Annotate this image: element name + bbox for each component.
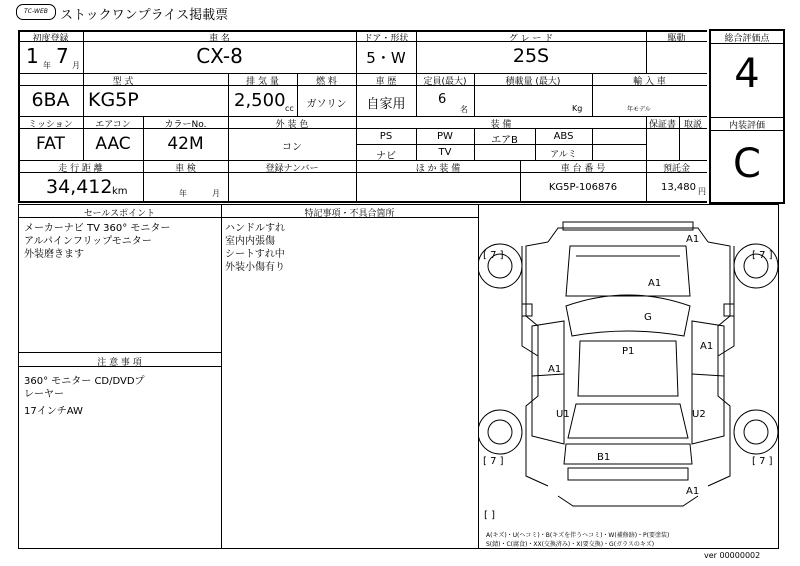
- capacity-value: 6: [438, 92, 447, 107]
- bracket-blank: [ ]: [484, 510, 495, 521]
- door-type-label: ドア・形状: [363, 34, 409, 44]
- logo: [16, 4, 56, 20]
- aircon-label: エアコン: [95, 120, 131, 130]
- displacement-label: 排 気 量: [246, 77, 279, 87]
- displacement-value: 2,500: [234, 90, 286, 111]
- damage-mark: B1: [597, 452, 611, 463]
- exterior-color-label: 外 装 色: [275, 120, 309, 130]
- color-no-value: 42M: [167, 134, 204, 154]
- mileage-unit: km: [112, 186, 128, 197]
- fuel-value: ガソリン: [306, 99, 347, 110]
- mission-value: FAT: [36, 134, 65, 154]
- history-label: 車 歴: [375, 77, 397, 87]
- mission-label: ミッション: [28, 120, 73, 130]
- load-label: 積載量 (最大): [505, 77, 561, 87]
- aircon-value: AAC: [95, 134, 131, 154]
- capacity-unit: 名: [460, 105, 468, 114]
- remarks-line: 外装小傷有り: [225, 262, 285, 273]
- color-no-label: カラーNo.: [164, 120, 207, 130]
- import-label: 輸 入 車: [633, 77, 666, 87]
- sales-points-label: セールスポイント: [83, 209, 156, 219]
- inspection-label: 車 検: [175, 164, 196, 174]
- equip-navi: ナビ: [376, 151, 396, 162]
- bracket-top-right: [ 7 ]: [752, 250, 773, 261]
- equip-alloy: アルミ: [550, 150, 577, 160]
- equip-abs: ABS: [553, 131, 574, 142]
- warranty-label: 保証書: [648, 120, 676, 130]
- interior-rating-value: C: [733, 141, 761, 187]
- first-reg-month: 7: [56, 44, 69, 68]
- exterior-color-value: コン: [282, 142, 302, 153]
- drive-label: 駆動: [667, 34, 686, 44]
- grade-value: 25S: [512, 45, 550, 67]
- page-title: ストックワンプライス掲載票: [60, 8, 229, 23]
- fuel-label: 燃 料: [316, 77, 337, 87]
- mileage-value: 34,412: [46, 176, 113, 198]
- month-unit: 月: [72, 61, 80, 70]
- model-prefix: 6BA: [31, 89, 70, 111]
- overall-rating-value: 4: [734, 51, 760, 97]
- mileage-label: 走 行 距 離: [58, 164, 103, 174]
- ratings-box: [709, 29, 785, 204]
- import-year-label: 年モデル: [627, 106, 651, 113]
- first-reg-year: 1: [26, 44, 39, 68]
- damage-mark: A1: [686, 234, 700, 245]
- cautions-line: レーヤー: [24, 389, 64, 400]
- damage-mark: A1: [686, 486, 700, 497]
- interior-rating-label: 内装評価: [711, 117, 783, 131]
- deposit-unit: 円: [698, 187, 706, 196]
- capacity-label: 定員(最大): [423, 77, 467, 87]
- chassis-label: 車 台 番 号: [560, 164, 606, 174]
- deposit-label: 預託金: [662, 164, 690, 174]
- equip-tv: TV: [438, 147, 452, 158]
- model-label: 型 式: [112, 77, 134, 87]
- remarks-text: [225, 222, 285, 274]
- damage-mark: A1: [700, 341, 714, 352]
- legend-line-2: S(錆)・C(腐食)・XX(交換済み)・X(要交換)・G(ガラスのキズ): [486, 541, 655, 548]
- remarks-label: 特記事項・不具合箇所: [304, 209, 395, 219]
- year-unit: 年: [43, 61, 51, 70]
- bracket-top-left: [ 7 ]: [483, 250, 504, 261]
- first-reg-label: 初度登録: [32, 34, 69, 44]
- damage-mark: A1: [548, 364, 562, 375]
- equipment-label: 装 備: [490, 120, 512, 130]
- sales-points-text: [24, 222, 170, 261]
- bracket-bottom-left: [ 7 ]: [483, 456, 504, 467]
- damage-mark: A1: [648, 278, 662, 289]
- sales-line: メーカーナビ TV 360° モニター: [24, 223, 171, 234]
- cautions-line: 360° モニター CD/DVDプ: [24, 376, 145, 387]
- logo-text: TC-WEB: [24, 8, 48, 15]
- inspection-year-unit: 年: [179, 189, 187, 198]
- bracket-bottom-right: [ 7 ]: [752, 456, 773, 467]
- overall-rating-label: 総合評価点: [711, 31, 783, 44]
- version-label: ver 00000002: [704, 551, 761, 560]
- remarks-line: ハンドルすれ: [225, 223, 285, 234]
- displacement-unit: cc: [285, 104, 294, 113]
- cautions-text: [24, 375, 145, 418]
- damage-mark: G: [644, 312, 652, 323]
- cautions-label: 注 意 事 項: [97, 358, 142, 368]
- remarks-line: 室内内張傷: [225, 236, 275, 247]
- equip-airbag: エアB: [491, 135, 518, 146]
- load-unit: Kg: [572, 104, 583, 113]
- legend-line-1: A(キズ)・U(ヘコミ)・B(キズを伴うヘコミ)・W(補修跡)・P(要塗装): [486, 532, 670, 539]
- sales-line: アルパインフリップモニター: [24, 236, 152, 247]
- damage-mark: U2: [692, 409, 706, 420]
- inspection-month-unit: 月: [212, 189, 220, 198]
- damage-mark: U1: [556, 409, 570, 420]
- deposit-value: 13,480: [661, 182, 696, 193]
- equip-pw: PW: [437, 131, 453, 142]
- car-name-value: CX-8: [196, 44, 243, 68]
- grade-label: グ レ ー ド: [508, 34, 554, 44]
- cautions-line: 17インチAW: [24, 406, 83, 417]
- manual-label: 取説: [683, 120, 702, 130]
- car-damage-diagram: [478, 206, 778, 526]
- plate-label: 登録ナンバー: [265, 164, 319, 174]
- door-type-value: 5・W: [366, 49, 406, 67]
- sales-line: 外装磨きます: [24, 249, 84, 260]
- model-code: KG5P: [88, 89, 139, 111]
- equip-ps: PS: [379, 131, 393, 142]
- car-name-label: 車 名: [209, 34, 230, 44]
- damage-mark: P1: [622, 346, 635, 357]
- chassis-value: KG5P-106876: [548, 182, 618, 193]
- other-equipment-label: ほ か 装 備: [415, 164, 461, 174]
- remarks-line: シートすれ中: [225, 249, 285, 260]
- history-value: 自家用: [366, 97, 406, 112]
